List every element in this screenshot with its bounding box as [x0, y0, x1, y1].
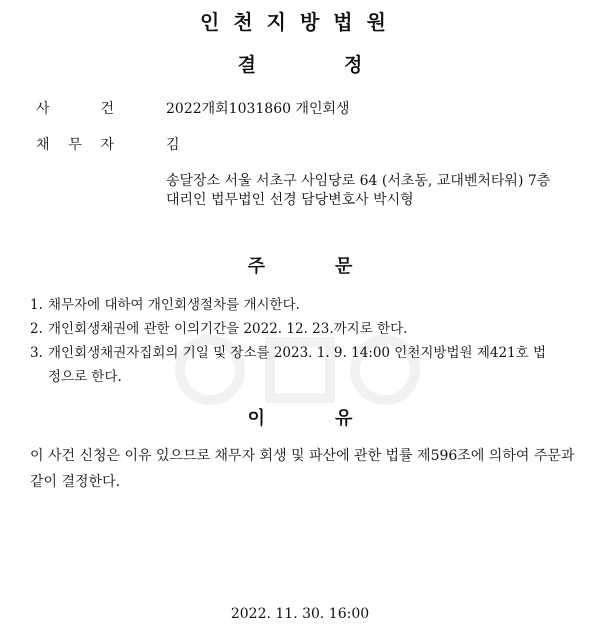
order-heading-char-2: 문 [335, 256, 353, 277]
debtor-label-char-3: 자 [100, 137, 114, 153]
case-number: 2022개회1031860 개인회생 [166, 101, 350, 117]
reasons-heading-char-1: 이 [247, 408, 265, 429]
order-item-text: 채무자에 대하여 개인회생절차를 개시한다. [48, 297, 300, 313]
order-item-number: 3. [30, 345, 43, 361]
court-name: 인천지방법원 [200, 10, 400, 34]
order-heading-char-1: 주 [247, 256, 265, 277]
reasons-heading [0, 404, 600, 430]
doc-type-char-1: 결 [237, 54, 256, 76]
debtor-label-char-2: 무 [68, 137, 82, 153]
order-item-text: 정으로 한다. [48, 369, 122, 385]
order-item-text: 개인회생채권자집회의 기일 및 장소를 2023. 1. 9. 14:00 인천지방법원 제421호 법 [48, 345, 547, 361]
reasons-heading-char-2: 유 [335, 408, 353, 429]
order-item [30, 341, 590, 361]
order-item [30, 293, 590, 313]
case-label-char-2: 건 [100, 101, 114, 117]
legal-agent: 대리인 법무법인 선경 담당변호사 박시형 [166, 192, 414, 208]
debtor-name: 김 [166, 137, 180, 153]
doc-type-char-2: 정 [344, 54, 363, 76]
order-item-number: 2. [30, 321, 43, 337]
delivery-place: 송달장소 서울 서초구 사임당로 64 (서초동, 교대벤처타워) 7층 [166, 173, 551, 189]
order-item [30, 317, 590, 337]
case-label [36, 98, 114, 118]
debtor-label [36, 134, 114, 154]
order-item-text: 개인회생채권에 관한 이의기간을 2022. 12. 23.까지로 한다. [48, 321, 408, 337]
reasons-text: 이 사건 신청은 이유 있으므로 채무자 회생 및 파산에 관한 법률 제596조에 의하여 주문과 같이 결정한다. [30, 448, 575, 490]
order-heading [0, 252, 600, 278]
order-item-number: 1. [30, 297, 43, 313]
document-type-title [0, 50, 600, 77]
order-item-continuation [30, 365, 590, 385]
debtor-label-char-1: 채 [36, 137, 50, 153]
decision-date: 2022. 11. 30. 16:00 [230, 606, 370, 622]
case-label-char-1: 사 [36, 101, 50, 117]
